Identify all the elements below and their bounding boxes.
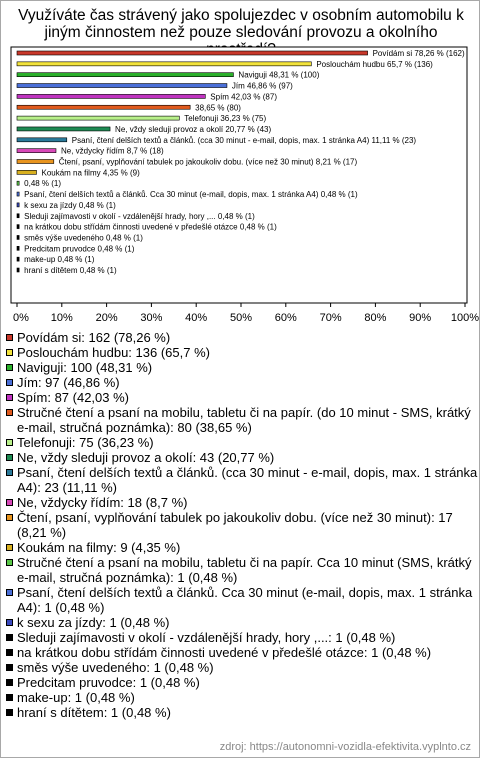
legend-label-15: k sexu za jízdy: 1 (0,48 %)	[17, 615, 170, 630]
x-tick-label-6: 60%	[274, 312, 297, 324]
legend-swatch-17	[6, 649, 13, 656]
bar-label-19: Predcitam pruvodce 0,48 % (1)	[24, 244, 135, 254]
legend-swatch-6	[6, 409, 13, 416]
legend-item-14	[4, 585, 478, 615]
bar-label-20: make-up 0,48 % (1)	[24, 255, 95, 265]
legend-label-20: make-up: 1 (0,48 %)	[17, 690, 135, 705]
bar-9	[17, 138, 67, 142]
legend-label-4: Jím: 97 (46,86 %)	[17, 375, 120, 390]
bar-label-17: na krátkou dobu střídám činnosti uvedené v předešlé otázce 0,48 % (1)	[24, 222, 277, 232]
bar-label-2: Poslouchám hudbu 65,7 % (136)	[316, 59, 433, 69]
legend-label-18: směs výše uvedeného: 1 (0,48 %)	[17, 660, 214, 675]
legend-label-3: Naviguji: 100 (48,31 %)	[17, 360, 153, 375]
bar-chart	[1, 1, 479, 331]
legend-label-17: na krátkou dobu střídám činnosti uvedené v předešlé otázce: 1 (0,48 %)	[17, 645, 432, 660]
legend-item-6	[4, 405, 478, 435]
x-tick-label-0: 0%	[13, 312, 29, 324]
bar-label-21: hraní s dítětem 0,48 % (1)	[24, 266, 117, 275]
bar-label-11: Čtení, psaní, vyplňování tabulek po jakoukoliv dobu. (více než 30 minut) 8,21 % (17)	[58, 157, 358, 167]
bar-5	[17, 94, 205, 98]
bar-label-5: Spím 42,03 % (87)	[210, 92, 277, 102]
bar-11	[17, 160, 54, 164]
x-tick-label-4: 40%	[185, 312, 208, 324]
bar-label-4: Jím 46,86 % (97)	[231, 81, 293, 91]
legend-swatch-9	[6, 469, 13, 476]
legend-label-13: Stručné čtení a psaní na mobilu, tabletu či na papír. Cca 10 minut (SMS, krátký e-mail, stručná poznámka): 1 (0,48 %)	[17, 555, 472, 585]
legend-label-2: Poslouchám hudbu: 136 (65,7 %)	[17, 345, 210, 360]
bar-18	[17, 235, 19, 239]
legend-swatch-13	[6, 559, 13, 566]
bar-label-12: Koukám na filmy 4,35 % (9)	[41, 168, 140, 178]
bar-12	[17, 170, 36, 174]
legend-swatch-2	[6, 349, 13, 356]
legend-item-20	[4, 690, 478, 705]
legend-swatch-4	[6, 379, 13, 386]
x-tick-label-9: 90%	[409, 312, 432, 324]
bar-label-14: Psaní, čtení delších textů a článků. Cca 30 minut (e-mail, dopis, max. 1 stránka A4) 0,48 % (1)	[24, 190, 358, 200]
legend-item-11	[4, 510, 478, 540]
bar-19	[17, 246, 19, 250]
chart-title-line-1: Využíváte čas strávený jako spolujezdec v osobním automobilu k	[18, 7, 464, 24]
legend-item-2	[4, 345, 478, 360]
legend-swatch-18	[6, 664, 13, 671]
bar-label-6: 38,65 % (80)	[195, 103, 241, 113]
chart-legend	[4, 330, 478, 720]
legend-swatch-1	[6, 334, 13, 341]
legend-swatch-21	[6, 709, 13, 716]
bar-13	[17, 181, 19, 185]
bar-6	[17, 105, 190, 109]
bar-20	[17, 257, 19, 261]
legend-swatch-5	[6, 394, 13, 401]
legend-swatch-10	[6, 499, 13, 506]
bar-15	[17, 203, 19, 207]
legend-label-9: Psaní, čtení delších textů a článků. (cca 30 minut - e-mail, dopis, max. 1 stránka A4): 23 (11,11 %)	[17, 465, 478, 495]
legend-item-4	[4, 375, 478, 390]
bar-label-18: směs výše uvedeného 0,48 % (1)	[24, 233, 143, 243]
x-tick-label-3: 30%	[140, 312, 163, 324]
bar-label-13: 0,48 % (1)	[24, 179, 62, 189]
x-tick-label-1: 10%	[50, 312, 73, 324]
legend-swatch-7	[6, 439, 13, 446]
x-tick-label-8: 80%	[364, 312, 387, 324]
bar-label-9: Psaní, čtení delších textů a článků. (cca 30 minut - e-mail, dopis, max. 1 stránka A4) 11,11 % (23)	[71, 135, 417, 145]
legend-item-21	[4, 705, 478, 720]
legend-swatch-20	[6, 694, 13, 701]
bar-label-15: k sexu za jízdy 0,48 % (1)	[24, 200, 116, 210]
legend-label-16: Sleduji zajímavosti v okolí - vzdálenější hrady, hory ,...: 1 (0,48 %)	[17, 630, 396, 645]
legend-swatch-19	[6, 679, 13, 686]
bar-label-10: Ne, vždycky řídím 8,7 % (18)	[60, 146, 164, 156]
legend-label-8: Ne, vždy sleduji provoz a okolí: 43 (20,77 %)	[17, 450, 275, 465]
legend-label-14: Psaní, čtení delších textů a článků. Cca 30 minut (e-mail, dopis, max. 1 stránka A4): 1 (0,48 %)	[17, 585, 473, 615]
legend-item-5	[4, 390, 478, 405]
bar-21	[17, 268, 19, 272]
legend-swatch-12	[6, 544, 13, 551]
legend-item-19	[4, 675, 478, 690]
legend-label-12: Koukám na filmy: 9 (4,35 %)	[17, 540, 181, 555]
legend-label-11: Čtení, psaní, vyplňování tabulek po jakoukoliv dobu. (více než 30 minut): 17 (8,21 %)	[17, 510, 453, 540]
bar-10	[17, 149, 56, 153]
bar-label-1: Povídám si 78,26 % (162)	[372, 49, 465, 58]
legend-label-6: Stručné čtení a psaní na mobilu, tabletu či na papír. (do 10 minut - SMS, krátký e-mail, stručná poznámka): 80 (38,65 %)	[17, 405, 471, 435]
x-tick-label-5: 50%	[229, 312, 253, 324]
legend-label-19: Predcitam pruvodce: 1 (0,48 %)	[17, 675, 200, 690]
chart-title-line-2: jiným činnostem než pouze sledování provozu a okolního	[44, 24, 438, 41]
legend-item-7	[4, 435, 478, 450]
legend-swatch-15	[6, 619, 13, 626]
legend-swatch-8	[6, 454, 13, 461]
x-tick-label-10: 100%	[450, 312, 479, 324]
bar-2	[17, 62, 311, 66]
bar-7	[17, 116, 179, 120]
legend-item-10	[4, 495, 478, 510]
legend-label-10: Ne, vždycky řídím: 18 (8,7 %)	[17, 495, 188, 510]
legend-swatch-14	[6, 589, 13, 596]
legend-item-17	[4, 645, 478, 660]
bar-4	[17, 84, 227, 88]
bar-1	[17, 51, 368, 55]
bar-16	[17, 214, 19, 218]
bar-label-7: Telefonuji 36,23 % (75)	[184, 114, 267, 124]
legend-item-13	[4, 555, 478, 585]
x-tick-label-2: 20%	[95, 312, 118, 324]
bar-14	[17, 192, 19, 196]
legend-item-8	[4, 450, 478, 465]
legend-item-1	[4, 330, 478, 345]
legend-item-9	[4, 465, 478, 495]
legend-item-18	[4, 660, 478, 675]
legend-item-15	[4, 615, 478, 630]
bar-17	[17, 225, 19, 229]
bar-label-3: Naviguji 48,31 % (100)	[238, 70, 320, 80]
legend-label-5: Spím: 87 (42,03 %)	[17, 390, 129, 405]
legend-label-21: hraní s dítětem: 1 (0,48 %)	[17, 705, 171, 720]
legend-label-1: Povídám si: 162 (78,26 %)	[17, 330, 171, 345]
x-tick-label-7: 70%	[319, 312, 342, 324]
legend-swatch-11	[6, 514, 13, 521]
legend-label-7: Telefonuji: 75 (36,23 %)	[17, 435, 154, 450]
legend-item-3	[4, 360, 478, 375]
source-credit: zdroj: https://autonomni-vozidla-efektivita.vyplnto.cz	[219, 741, 471, 753]
bar-3	[17, 73, 233, 77]
legend-item-16	[4, 630, 478, 645]
bar-label-8: Ne, vždy sleduji provoz a okolí 20,77 % (43)	[115, 124, 272, 134]
legend-item-12	[4, 540, 478, 555]
bar-label-16: Sleduji zajímavosti v okolí - vzdálenější hrady, hory ,... 0,48 % (1)	[24, 211, 255, 221]
bar-8	[17, 127, 110, 131]
legend-swatch-3	[6, 364, 13, 371]
legend-swatch-16	[6, 634, 13, 641]
